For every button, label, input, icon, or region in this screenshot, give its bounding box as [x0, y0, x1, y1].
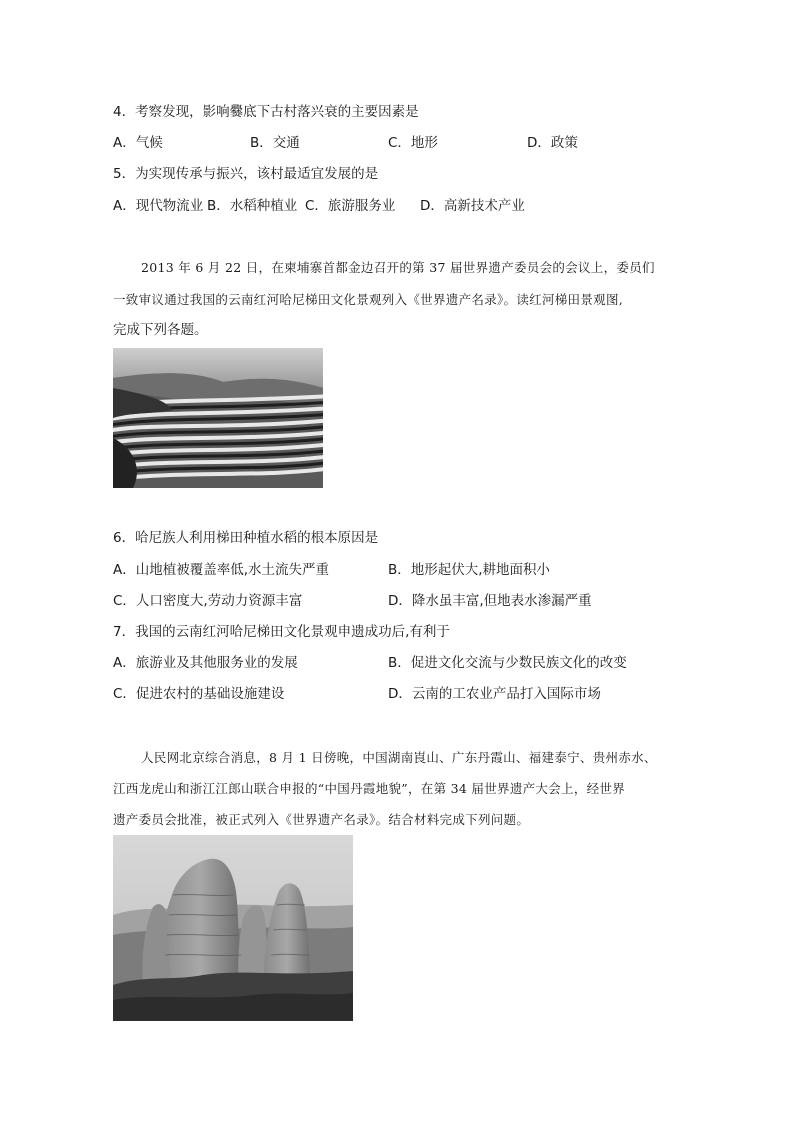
- passage-1-line-3: 完成下列各题。: [113, 322, 208, 338]
- passage-2-line-3: 遗产委员会批准，被正式列入《世界遗产名录》。结合材料完成下列问题。: [113, 812, 530, 827]
- question-5-option-b: B．水稻种植业: [207, 198, 298, 214]
- question-6-option-d: D．降水虽丰富,但地表水渗漏严重: [388, 593, 592, 609]
- question-6-option-b: B．地形起伏大,耕地面积小: [388, 562, 551, 578]
- rice-terraces-photo: [113, 348, 323, 488]
- danxia-landform-photo: [113, 835, 353, 1021]
- question-4-option-c: C．地形: [388, 135, 438, 151]
- question-5-stem: 5．为实现传承与振兴，该村最适宜发展的是: [113, 166, 379, 182]
- question-4-option-d: D．政策: [527, 135, 578, 151]
- question-4-stem: 4．考察发现，影响爨底下古村落兴衰的主要因素是: [113, 104, 419, 120]
- question-7-option-a: A．旅游业及其他服务业的发展: [113, 655, 298, 671]
- question-7-stem: 7．我国的云南红河哈尼梯田文化景观申遗成功后,有利于: [113, 624, 450, 640]
- passage-1-line-2: 一致审议通过我国的云南红河哈尼梯田文化景观列入《世界遗产名录》。读红河梯田景观图,: [113, 292, 624, 307]
- question-5-option-a: A．现代物流业: [113, 198, 204, 214]
- passage-2-line-1: 人民网北京综合消息，8 月 1 日傍晚，中国湖南崀山、广东丹霞山、福建泰宁、贵州赤水、: [141, 750, 657, 765]
- question-5-option-c: C．旅游服务业: [305, 198, 396, 214]
- question-7-option-c: C．促进农村的基础设施建设: [113, 686, 285, 702]
- question-6-stem: 6．哈尼族人利用梯田种植水稻的根本原因是: [113, 530, 379, 546]
- question-6-option-c: C．人口密度大,劳动力资源丰富: [113, 593, 303, 609]
- question-7-option-b: B．促进文化交流与少数民族文化的改变: [388, 655, 627, 671]
- question-5-option-d: D．高新技术产业: [420, 198, 525, 214]
- question-4-option-b: B．交通: [250, 135, 300, 151]
- question-7-option-d: D．云南的工农业产品打入国际市场: [388, 686, 601, 702]
- passage-1-line-1: 2013 年 6 月 22 日，在柬埔寨首都金边召开的第 37 届世界遗产委员会的会议上，委员们: [141, 260, 655, 275]
- question-4-option-a: A．气候: [113, 135, 163, 151]
- question-6-option-a: A．山地植被覆盖率低,水土流失严重: [113, 562, 330, 578]
- passage-2-line-2: 江西龙虎山和浙江江郎山联合申报的“中国丹霞地貌”，在第 34 届世界遗产大会上，经世界: [113, 781, 626, 796]
